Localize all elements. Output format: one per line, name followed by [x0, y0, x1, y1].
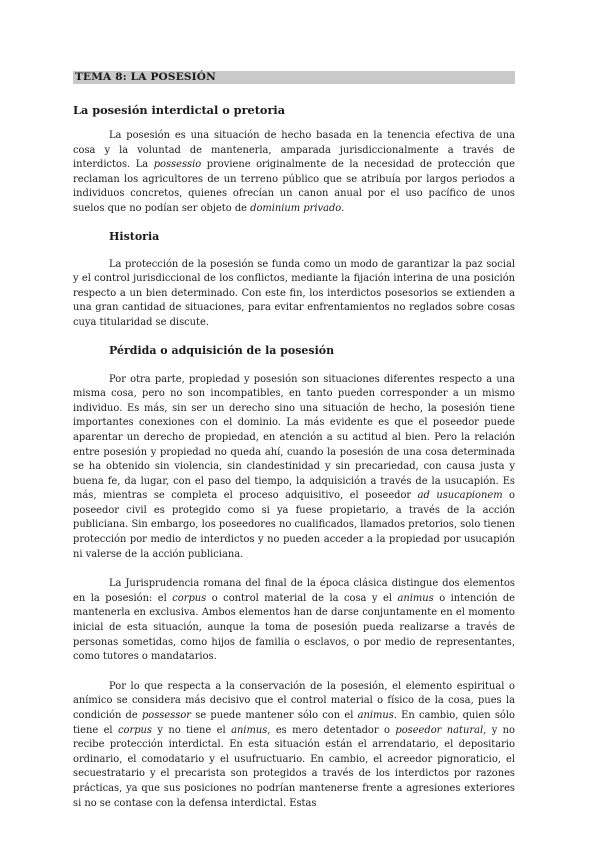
- text: La posesión es una situación de hecho basada en la tenencia efectiva de una cosa y la voluntad de mantenerla, amparada jurisdiccionalmente a través de interdictos. La: [73, 130, 515, 171]
- paragraph-historia: La protección de la posesión se funda como un modo de garantizar la paz social y el control jurisdiccional de los conflictos, mediante la fijación interina de una posición respecto a un bien determinado. Con este fin, los interdictos posesorios se extienden a una gran cantidad de situaciones, para evitar enfrentamientos no reglados sobre cosas cuya titularidad se discute.: [73, 258, 515, 328]
- paragraph-definition: [73, 129, 515, 217]
- document-page: [73, 71, 515, 811]
- text: o control material de la cosa y el: [206, 592, 398, 604]
- italic-term: corpus: [118, 724, 152, 736]
- paragraph-conservacion: [73, 680, 515, 811]
- text: .: [341, 202, 345, 214]
- theme-title: TEMA 8: LA POSESIÓN: [73, 71, 515, 84]
- text: La Jurisprudencia romana del final de la época clásica distingue dos elementos en la posesión: el: [73, 578, 515, 604]
- text: y no tiene el: [151, 724, 232, 736]
- text: Por otra parte, propiedad y posesión son situaciones diferentes respecto a una misma cosa, pero no son incompatibles, en tanto pueden corresponder a un mismo individuo. Es más, sin ser un derecho sino una situación de hecho, la posesión tiene importantes conexiones con el dominio. La más evidente es que el poseedor puede aparentar un derecho de propiedad, en atención a su actitud al bien. Pero la relación entre posesión y propiedad no queda ahí, cuando la posesión de una cosa determinada se ha obtenido sin violencia, sin clandestinidad y sin precariedad, con causa justa y buena fe, da lugar, con el paso del tiempo, la adquisición a través de la usucapión. Es más, mientras se completa el proceso adquisitivo, el poseedor: [73, 373, 515, 502]
- italic-term: dominium privado: [250, 202, 342, 214]
- text: , es mero detentador o: [267, 724, 396, 736]
- italic-term: possessio: [153, 159, 202, 171]
- italic-term: poseedor natural: [395, 724, 484, 736]
- section-title: La posesión interdictal o pretoria: [73, 103, 286, 117]
- italic-term: animus: [231, 724, 268, 736]
- text: se puede mantener sólo con el: [191, 710, 358, 721]
- text: . En cambio, quien sólo tiene el: [73, 710, 515, 736]
- text: proviene originalmente de la necesidad de protección que reclaman los agricultores de un terreno público que se atribuía por largos periodos a individuos concretos, quienes ofrecían un canon anual por el uso pacífico de unos suelos que no podían ser objeto de: [73, 159, 515, 214]
- subsection-title-historia: Historia: [109, 229, 160, 243]
- italic-term: animus: [357, 710, 394, 721]
- paragraph-propiedad: [73, 373, 515, 563]
- text: o poseedor civil es protegido como si ya fuese propietario, a través de la acción publiciana. Sin embargo, los poseedores no cualificados, llamados pretorios, solo tienen protección por medio de interdictos y no pueden acceder a la propiedad por usucapión ni valerse de la acción publiciana.: [73, 490, 516, 560]
- subsection-title-perdida: Pérdida o adquisición de la posesión: [109, 343, 335, 357]
- italic-term: possessor: [141, 710, 192, 721]
- italic-term: ad usucapionem: [417, 490, 503, 502]
- text: , y no recibe protección interdictal. En esta situación están el arrendatario, el depositario ordinario, el comodatario y el usufructuario. En cambio, el acreedor pignoraticio, el secuestratario y el precarista son protegidos a través de los interdictos por razones prácticas, ya que sus posiciones no podrían mantenerse frente a agresiones exteriores si no se contase con la defensa interdictal. Estas: [73, 724, 515, 809]
- text: o intención de mantenerla en exclusiva. Ambos elementos han de darse conjuntamente en el momento inicial de esta situación, aunque la toma de posesión pueda realizarse a través de personas sometidas, como hijos de familia o esclavos, o por medio de representantes, como tutores o mandatarios.: [73, 592, 515, 663]
- italic-term: animus: [397, 592, 434, 604]
- text: Por lo que respecta a la conservación de la posesión, el elemento espiritual o anímico se considera más decisivo que el control material o físico de la cosa, pues la condición de: [73, 680, 515, 721]
- italic-term: corpus: [172, 592, 207, 604]
- paragraph-elementos: [73, 577, 515, 665]
